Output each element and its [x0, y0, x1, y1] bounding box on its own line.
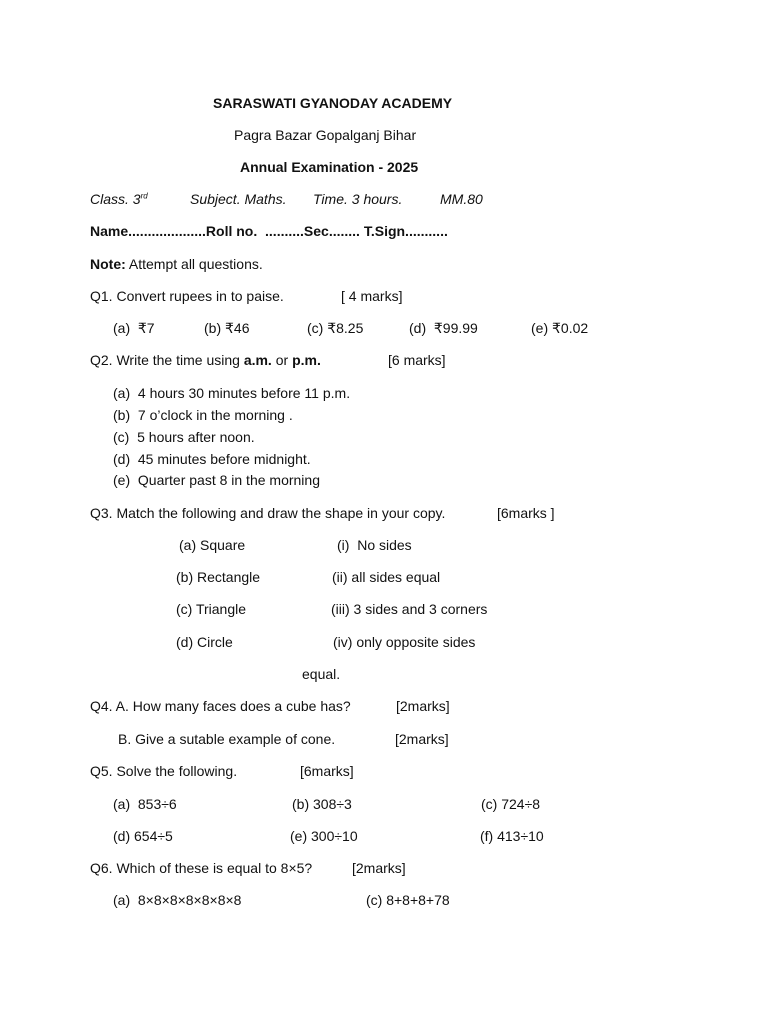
- exam-title: Annual Examination - 2025: [240, 159, 419, 175]
- q1-option: (e) ₹0.02: [531, 320, 589, 336]
- q1-option: (b) ₹46: [204, 320, 250, 336]
- subject-info: Subject. Maths.: [190, 191, 287, 207]
- q1-marks: [ 4 marks]: [341, 288, 403, 304]
- q5-item: (e) 300÷10: [290, 828, 358, 844]
- q3-left-item: (b) Rectangle: [176, 569, 261, 585]
- q1-option: (c) ₹8.25: [307, 320, 364, 336]
- q3-right-item: (i) No sides: [337, 537, 412, 553]
- q2-text: Q2. Write the time using a.m. or p.m.: [90, 352, 321, 368]
- q5-marks: [6marks]: [300, 763, 354, 779]
- q5-item: (d) 654÷5: [113, 828, 173, 844]
- q1-text: Q1. Convert rupees in to paise.: [90, 288, 284, 304]
- note-text: Attempt all questions.: [125, 256, 263, 272]
- q2-item: (d) 45 minutes before midnight.: [113, 451, 311, 467]
- note: [90, 255, 263, 273]
- q2-item: (a) 4 hours 30 minutes before 11 p.m.: [113, 385, 351, 401]
- q6-item: (a) 8×8×8×8×8×8×8: [113, 892, 242, 908]
- q3-left-item: (a) Square: [179, 537, 246, 553]
- school-name: SARASWATI GYANODAY ACADEMY: [213, 95, 453, 111]
- q5-item: (c) 724÷8: [481, 796, 541, 812]
- student-details-line: Name....................Roll no. ..........Sec........ T.Sign...........: [90, 223, 448, 239]
- q3-right-item: (iv) only opposite sides: [333, 634, 476, 650]
- q5-text: Q5. Solve the following.: [90, 763, 238, 779]
- q4b-marks: [2marks]: [395, 731, 449, 747]
- q5-item: (f) 413÷10: [480, 828, 544, 844]
- time-info: Time. 3 hours.: [313, 191, 403, 207]
- q2-marks: [6 marks]: [388, 352, 446, 368]
- max-marks: MM.80: [440, 191, 483, 207]
- q2-item: (c) 5 hours after noon.: [113, 429, 255, 445]
- class-superscript: rd: [140, 191, 148, 201]
- q2-item: (b) 7 o’clock in the morning .: [113, 407, 293, 423]
- q3-marks: [6marks ]: [497, 505, 555, 521]
- q4a-marks: [2marks]: [396, 698, 450, 714]
- q6-text: Q6. Which of these is equal to 8×5?: [90, 860, 313, 876]
- q5-item: (a) 853÷6: [113, 796, 177, 812]
- q3-right-continuation: equal.: [302, 666, 341, 682]
- q3-right-item: (ii) all sides equal: [332, 569, 441, 585]
- q2-item: (e) Quarter past 8 in the morning: [113, 472, 320, 488]
- q6-marks: [2marks]: [352, 860, 406, 876]
- q4a-text: Q4. A. How many faces does a cube has?: [90, 698, 351, 714]
- q3-text: Q3. Match the following and draw the shape in your copy.: [90, 505, 446, 521]
- class-info: Class. 3rd: [90, 191, 148, 207]
- q1-option: (d) ₹99.99: [409, 320, 478, 336]
- q3-left-item: (d) Circle: [176, 634, 233, 650]
- q3-left-item: (c) Triangle: [176, 601, 247, 617]
- q5-item: (b) 308÷3: [292, 796, 352, 812]
- note-label: Note:: [90, 256, 126, 272]
- q3-right-item: (iii) 3 sides and 3 corners: [331, 601, 488, 617]
- q4b-text: B. Give a sutable example of cone.: [118, 731, 336, 747]
- school-address: Pagra Bazar Gopalganj Bihar: [234, 127, 417, 143]
- q1-option: (a) ₹7: [113, 320, 155, 336]
- q6-item: (c) 8+8+8+78: [366, 892, 450, 908]
